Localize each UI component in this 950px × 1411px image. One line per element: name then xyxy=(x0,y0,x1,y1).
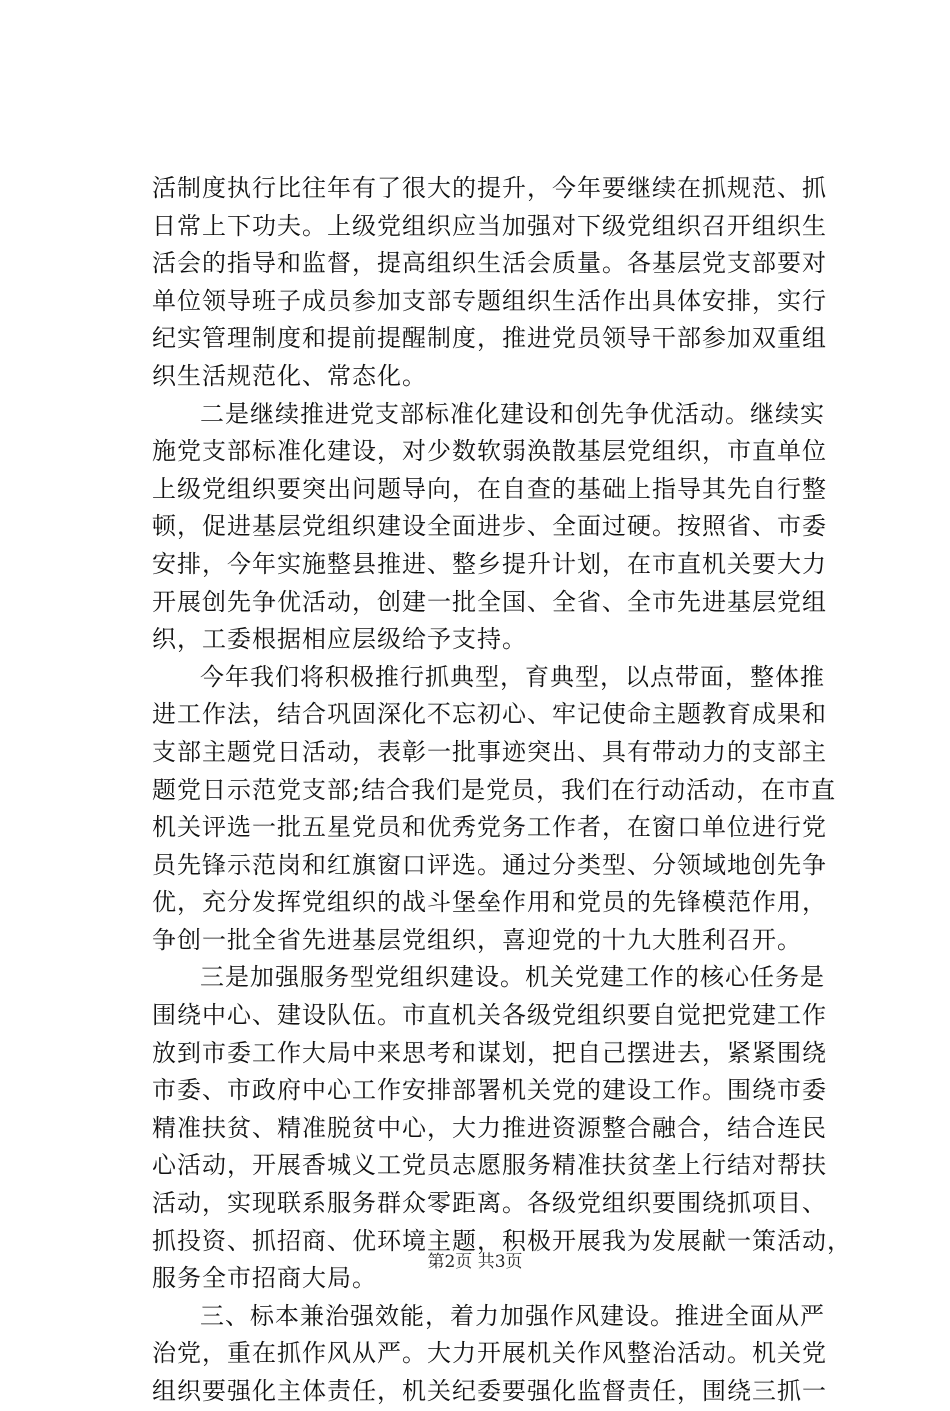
text-line: 市委、市政府中心工作安排部署机关党的建设工作。围绕市委 xyxy=(152,1076,827,1105)
text-line: 活制度执行比往年有了很大的提升，今年要继续在抓规范、抓 xyxy=(152,174,827,202)
text-line: 安排，今年实施整县推进、整乡提升计划，在市直机关要大力 xyxy=(152,549,827,578)
text-line: 放到市委工作大局中来思考和谋划，把自己摆进去，紧紧围绕 xyxy=(152,1038,827,1067)
text-line: 题党日示范党支部;结合我们是党员，我们在行动活动，在市直 xyxy=(152,775,837,804)
text-line: 施党支部标准化建设，对少数软弱涣散基层党组织，市直单位 xyxy=(152,437,827,466)
text-line: 心活动，开展香城义工党员志愿服务精准扶贫垄上行结对帮扶 xyxy=(152,1151,827,1180)
text-line: 支部主题党日活动，表彰一批事迹突出、具有带动力的支部主 xyxy=(152,737,827,766)
text-line: 争创一批全省先进基层党组织，喜迎党的十九大胜利召开。 xyxy=(152,925,802,954)
text-line: 纪实管理制度和提前提醒制度，推进党员领导干部参加双重组 xyxy=(152,324,827,353)
page-footer: 第2页 共3页 xyxy=(427,1252,523,1272)
text-line: 抓投资、抓招商、优环境主题，积极开展我为发展献一策活动， xyxy=(152,1226,852,1255)
text-line: 织生活规范化、常态化。 xyxy=(152,361,427,390)
text-line: 机关评选一批五星党员和优秀党务工作者，在窗口单位进行党 xyxy=(152,813,827,842)
text-line: 围绕中心、建设队伍。市直机关各级党组织要自觉把党建工作 xyxy=(152,1001,827,1030)
text-line: 二是继续推进党支部标准化建设和创先争优活动。继续实 xyxy=(200,399,825,428)
text-line: 优，充分发挥党组织的战斗堡垒作用和党员的先锋模范作用， xyxy=(152,888,827,917)
text-line: 今年我们将积极推行抓典型，育典型，以点带面，整体推 xyxy=(200,662,825,691)
text-line: 活动，实现联系服务群众零距离。各级党组织要围绕抓项目、 xyxy=(152,1189,827,1218)
text-line: 治党，重在抓作风从严。大力开展机关作风整治活动。机关党 xyxy=(152,1339,827,1368)
text-line: 组织要强化主体责任，机关纪委要强化监督责任，围绕三抓一 xyxy=(152,1377,827,1405)
text-line: 精准扶贫、精准脱贫中心，大力推进资源整合融合，结合连民 xyxy=(152,1113,827,1142)
text-line: 织，工委根据相应层级给予支持。 xyxy=(152,625,527,654)
text-line: 服务全市招商大局。 xyxy=(152,1264,377,1293)
text-line: 上级党组织要突出问题导向，在自查的基础上指导其先自行整 xyxy=(152,474,827,503)
text-line: 三、标本兼治强效能，着力加强作风建设。推进全面从严 xyxy=(200,1301,825,1330)
text-line: 日常上下功夫。上级党组织应当加强对下级党组织召开组织生 xyxy=(152,211,827,240)
text-line: 顿，促进基层党组织建设全面进步、全面过硬。按照省、市委 xyxy=(152,512,827,541)
text-line: 开展创先争优活动，创建一批全国、全省、全市先进基层党组 xyxy=(152,587,827,616)
text-line: 三是加强服务型党组织建设。机关党建工作的核心任务是 xyxy=(200,963,825,992)
text-line: 活会的指导和监督，提高组织生活会质量。各基层党支部要对 xyxy=(152,249,827,278)
body-text xyxy=(152,170,852,1411)
text-line: 员先锋示范岗和红旗窗口评选。通过分类型、分领域地创先争 xyxy=(152,850,827,879)
text-line: 进工作法，结合巩固深化不忘初心、牢记使命主题教育成果和 xyxy=(152,700,827,729)
text-line: 单位领导班子成员参加支部专题组织生活作出具体安排，实行 xyxy=(152,286,827,315)
